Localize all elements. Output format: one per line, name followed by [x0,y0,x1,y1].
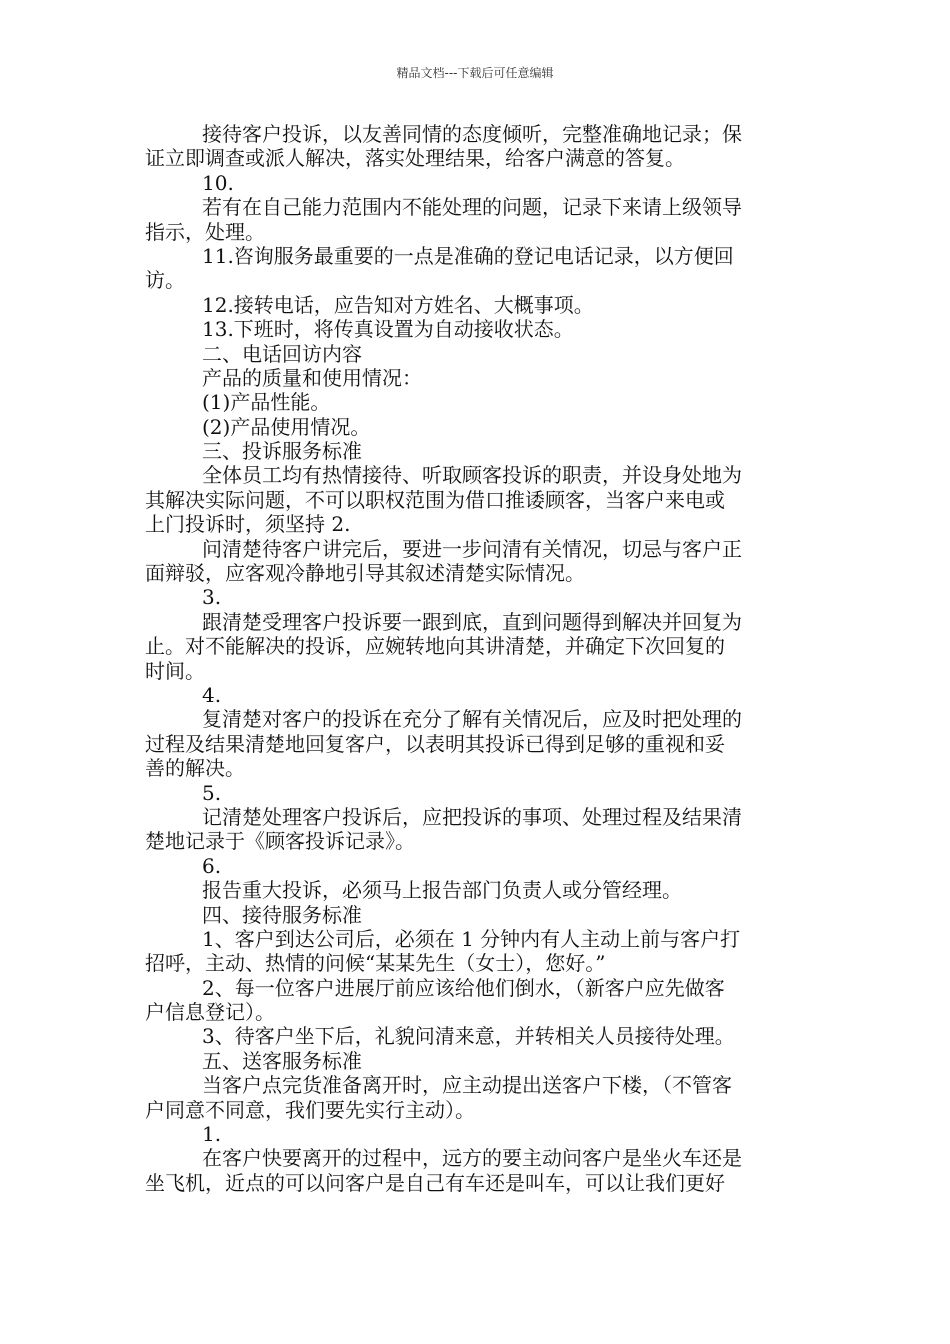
text-line: 1、客户到达公司后，必须在 1 分钟内有人主动上前与客户打 [202,926,741,951]
text-line: 户同意不同意，我们要先实行主动）。 [145,1097,475,1122]
text-line: 四、接待服务标准 [202,902,362,927]
text-line: 3. [202,585,222,610]
text-line: 接待客户投诉，以友善同情的态度倾听，完整准确地记录；保 [202,122,742,146]
text-line: 指示，处理。 [145,219,265,244]
text-line: 止。对不能解决的投诉，应婉转地向其讲清楚，并确定下次回复的 [145,634,725,659]
text-line: (1)产品性能。 [202,390,331,415]
text-line: 坐飞机，近点的可以问客户是自己有车还是叫车，可以让我们更好 [145,1170,725,1195]
text-line: 10. [202,170,234,195]
text-line: 报告重大投诉，必须马上报告部门负责人或分管经理。 [202,878,682,903]
text-line: 楚地记录于《顾客投诉记录》。 [145,829,415,854]
text-line: 善的解决。 [145,756,245,781]
text-line: 五、送客服务标准 [202,1048,362,1073]
text-line: 2、每一位客户进展厅前应该给他们倒水，（新客户应先做客 [202,975,725,1000]
text-line: 1. [202,1122,222,1147]
text-line: 在客户快要离开的过程中，远方的要主动问客户是坐火车还是 [202,1146,742,1171]
text-line: 时间。 [145,658,205,683]
text-line: 面辩驳，应客观冷静地引导其叙述清楚实际情况。 [145,561,585,586]
text-line: 11.咨询服务最重要的一点是准确的登记电话记录，以方便回 [202,243,734,268]
text-line: 4. [202,682,222,707]
text-line: 其解决实际问题，不可以职权范围为借口推诿顾客，当客户来电或 [145,487,725,512]
text-line: 3、待客户坐下后，礼貌问清来意，并转相关人员接待处理。 [202,1024,735,1049]
text-line: 上门投诉时，须坚持 2. [145,512,351,537]
text-line: 证立即调查或派人解决，落实处理结果，给客户满意的答复。 [145,146,685,171]
text-line: 13.下班时，将传真设置为自动接收状态。 [202,317,574,342]
text-line: 复清楚对客户的投诉在充分了解有关情况后，应及时把处理的 [202,707,742,732]
text-line: 若有在自己能力范围内不能处理的问题，记录下来请上级领导 [202,195,742,220]
text-line: 二、电话回访内容 [202,341,362,366]
text-line: 记清楚处理客户投诉后，应把投诉的事项、处理过程及结果清 [202,804,742,829]
text-line: 6. [202,853,222,878]
text-line: 问清楚待客户讲完后，要进一步问清有关情况，切忌与客户正 [202,536,742,561]
text-line: 户信息登记）。 [145,1000,275,1025]
text-line: 产品的质量和使用情况： [202,365,422,390]
text-line: (2)产品使用情况。 [202,414,371,439]
text-line: 招呼，主动、热情的问候“某某先生（女士），您好。” [145,951,606,976]
text-line: 12.接转电话，应告知对方姓名、大概事项。 [202,292,594,317]
text-line: 当客户点完货准备离开时，应主动提出送客户下楼，（不管客 [202,1073,732,1098]
text-line: 跟清楚受理客户投诉要一跟到底，直到问题得到解决并回复为 [202,609,742,634]
text-line: 5. [202,780,222,805]
document-body [145,122,807,1195]
text-line: 全体员工均有热情接待、听取顾客投诉的职责，并设身处地为 [202,463,742,488]
page-header: 精品文档---下载后可任意编辑 [396,66,554,80]
text-line: 过程及结果清楚地回复客户，以表明其投诉已得到足够的重视和妥 [145,731,725,756]
text-line: 访。 [145,268,185,293]
text-line: 三、投诉服务标准 [202,439,362,464]
